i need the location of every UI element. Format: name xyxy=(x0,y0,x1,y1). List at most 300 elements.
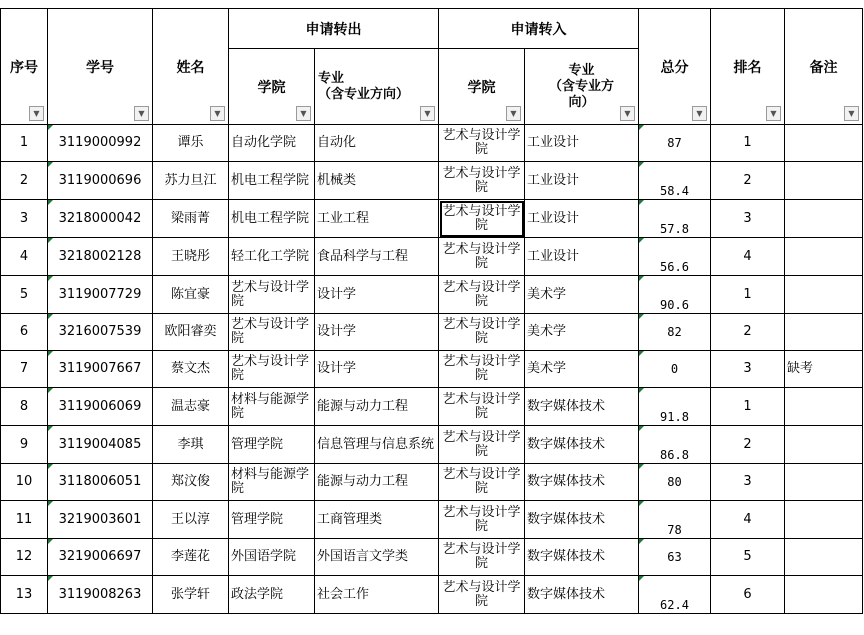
cell-seq-value: 12 xyxy=(15,549,33,564)
cell-name-value: 蔡文杰 xyxy=(170,361,210,376)
cell-rank-value: 1 xyxy=(743,135,752,150)
cell-note[interactable] xyxy=(785,276,863,314)
header-major-out xyxy=(315,49,439,125)
cell-major-out[interactable] xyxy=(315,276,439,314)
cell-major-in[interactable] xyxy=(525,162,639,200)
header-college-out-label: 学院 xyxy=(257,79,286,96)
cell-total-value: 90.6 xyxy=(660,298,689,312)
cell-seq-value: 11 xyxy=(15,511,33,527)
filter-dropdown-icon[interactable]: ▼ xyxy=(420,106,435,121)
text-format-marker-icon xyxy=(48,125,53,130)
header-major-out-label: 专业 （含专业方向） xyxy=(318,70,410,102)
cell-major-in-value: 数字媒体技术 xyxy=(527,586,606,602)
cell-name[interactable] xyxy=(153,162,229,200)
cell-major-out[interactable] xyxy=(315,576,439,614)
cell-college-out-value: 管理学院 xyxy=(231,436,284,452)
cell-total[interactable] xyxy=(639,501,711,539)
cell-college-in[interactable] xyxy=(439,426,525,464)
text-format-marker-icon xyxy=(48,388,53,393)
cell-major-in[interactable] xyxy=(525,539,639,576)
cell-major-out-value: 外国语言文学类 xyxy=(317,549,409,564)
filter-dropdown-icon[interactable]: ▼ xyxy=(620,106,635,121)
cell-name[interactable] xyxy=(153,388,229,426)
text-format-marker-icon xyxy=(48,200,53,205)
text-format-marker-icon xyxy=(639,125,644,130)
cell-total-value: 63 xyxy=(667,550,682,564)
cell-college-out-value: 艺术与设计学院 xyxy=(231,354,310,383)
cell-total[interactable] xyxy=(639,238,711,276)
table-row[interactable] xyxy=(1,501,863,539)
cell-seq[interactable] xyxy=(1,539,48,576)
cell-college-in[interactable] xyxy=(439,576,525,614)
text-format-marker-icon xyxy=(639,576,644,581)
cell-college-in-value: 艺术与设计学院 xyxy=(442,165,521,195)
cell-major-in[interactable] xyxy=(525,351,639,388)
cell-major-in-value: 工业设计 xyxy=(527,172,580,188)
cell-seq[interactable] xyxy=(1,501,48,539)
cell-total-value: 57.8 xyxy=(660,222,689,236)
cell-college-in[interactable] xyxy=(439,276,525,314)
cell-total[interactable] xyxy=(639,276,711,314)
cell-total-value: 80 xyxy=(667,475,682,489)
cell-name-value: 李莲花 xyxy=(170,549,210,564)
cell-total[interactable] xyxy=(639,162,711,200)
text-format-marker-icon xyxy=(48,426,53,431)
header-student-id xyxy=(48,9,153,125)
cell-rank[interactable] xyxy=(711,351,785,388)
cell-name[interactable] xyxy=(153,314,229,351)
cell-college-in[interactable] xyxy=(439,314,525,351)
table-row[interactable] xyxy=(1,314,863,351)
cell-major-out-value: 机械类 xyxy=(317,172,357,188)
header-college-out xyxy=(229,49,315,125)
cell-rank-value: 1 xyxy=(743,398,752,414)
header-major-in-label: 专业 （含专业方 向） xyxy=(548,62,614,110)
cell-note[interactable] xyxy=(785,200,863,238)
cell-seq-value: 2 xyxy=(19,172,29,188)
cell-student-id-value: 3218000042 xyxy=(58,210,142,226)
cell-major-out-value: 食品科学与工程 xyxy=(317,248,409,264)
cell-student-id[interactable] xyxy=(48,576,153,614)
cell-seq[interactable] xyxy=(1,576,48,614)
cell-total[interactable] xyxy=(639,125,711,162)
cell-seq[interactable] xyxy=(1,238,48,276)
cell-total[interactable] xyxy=(639,539,711,576)
cell-total[interactable] xyxy=(639,464,711,501)
cell-name-value: 郑汶俊 xyxy=(170,474,210,489)
header-rank xyxy=(711,9,785,125)
cell-college-out[interactable] xyxy=(229,200,315,238)
cell-major-out-value: 工商管理类 xyxy=(317,511,383,527)
cell-student-id-value: 3218002128 xyxy=(58,248,142,264)
cell-college-in[interactable] xyxy=(439,539,525,576)
filter-dropdown-icon[interactable]: ▼ xyxy=(134,106,149,121)
cell-student-id[interactable] xyxy=(48,200,153,238)
cell-seq[interactable] xyxy=(1,276,48,314)
cell-major-out[interactable] xyxy=(315,162,439,200)
cell-student-id[interactable] xyxy=(48,314,153,351)
cell-student-id[interactable] xyxy=(48,276,153,314)
filter-dropdown-icon[interactable]: ▼ xyxy=(296,106,311,121)
cell-note[interactable] xyxy=(785,162,863,200)
cell-rank[interactable] xyxy=(711,125,785,162)
text-format-marker-icon xyxy=(639,426,644,431)
cell-college-out-value: 外国语学院 xyxy=(231,549,297,564)
table-row[interactable] xyxy=(1,464,863,501)
cell-major-out[interactable] xyxy=(315,238,439,276)
cell-rank[interactable] xyxy=(711,276,785,314)
cell-seq-value: 1 xyxy=(19,135,29,150)
cell-college-in-value: 艺术与设计学院 xyxy=(442,504,521,534)
cell-note[interactable] xyxy=(785,539,863,576)
cell-college-in-value: 艺术与设计学院 xyxy=(442,391,521,421)
cell-major-in[interactable] xyxy=(525,464,639,501)
cell-college-in-value: 艺术与设计学院 xyxy=(442,317,521,346)
cell-name[interactable] xyxy=(153,276,229,314)
cell-major-out-value: 设计学 xyxy=(317,286,357,302)
text-format-marker-icon xyxy=(639,238,644,243)
cell-name-value: 谭乐 xyxy=(177,135,204,150)
cell-major-out[interactable] xyxy=(315,351,439,388)
cell-rank-value: 2 xyxy=(743,324,752,339)
cell-note[interactable] xyxy=(785,238,863,276)
header-note xyxy=(785,9,863,125)
cell-rank[interactable] xyxy=(711,501,785,539)
cell-college-in[interactable] xyxy=(439,464,525,501)
cell-college-out[interactable] xyxy=(229,125,315,162)
cell-college-in[interactable] xyxy=(439,388,525,426)
cell-college-in[interactable] xyxy=(439,162,525,200)
text-format-marker-icon xyxy=(639,539,644,544)
cell-seq[interactable] xyxy=(1,314,48,351)
cell-major-in[interactable] xyxy=(525,200,639,238)
cell-rank-value: 6 xyxy=(743,586,752,602)
cell-rank[interactable] xyxy=(711,576,785,614)
text-format-marker-icon xyxy=(48,539,53,544)
cell-note[interactable] xyxy=(785,125,863,162)
cell-seq-value: 13 xyxy=(15,586,33,602)
cell-college-out[interactable] xyxy=(229,501,315,539)
cell-major-in-value: 美术学 xyxy=(527,286,567,302)
cell-seq-value: 4 xyxy=(19,248,29,264)
cell-major-in-value: 数字媒体技术 xyxy=(527,398,606,414)
cell-college-out-value: 材料与能源学院 xyxy=(231,391,310,421)
cell-college-out[interactable] xyxy=(229,238,315,276)
cell-college-out-value: 政法学院 xyxy=(231,586,284,602)
cell-college-out-value: 机电工程学院 xyxy=(231,210,310,226)
cell-total[interactable] xyxy=(639,314,711,351)
cell-student-id-value: 3119007667 xyxy=(58,361,142,376)
cell-college-out[interactable] xyxy=(229,314,315,351)
text-format-marker-icon xyxy=(639,464,644,469)
cell-rank[interactable] xyxy=(711,162,785,200)
cell-student-id[interactable] xyxy=(48,238,153,276)
cell-major-out[interactable] xyxy=(315,501,439,539)
cell-major-out[interactable] xyxy=(315,539,439,576)
text-format-marker-icon xyxy=(48,464,53,469)
cell-seq-value: 8 xyxy=(19,398,29,414)
cell-college-out[interactable] xyxy=(229,576,315,614)
cell-seq-value: 10 xyxy=(15,474,33,489)
cell-major-in[interactable] xyxy=(525,576,639,614)
header-total-label: 总分 xyxy=(660,59,689,76)
cell-name-value: 温志豪 xyxy=(170,398,210,414)
cell-college-out[interactable] xyxy=(229,539,315,576)
cell-major-in[interactable] xyxy=(525,426,639,464)
text-format-marker-icon xyxy=(48,238,53,243)
table-row[interactable] xyxy=(1,388,863,426)
cell-name-value: 张学轩 xyxy=(170,586,210,602)
cell-student-id-value: 3219006697 xyxy=(58,549,142,564)
cell-college-out-value: 自动化学院 xyxy=(231,135,297,150)
cell-college-out[interactable] xyxy=(229,276,315,314)
cell-college-in-value: 艺术与设计学院 xyxy=(442,128,521,157)
cell-note[interactable] xyxy=(785,388,863,426)
text-format-marker-icon xyxy=(639,162,644,167)
header-college-in xyxy=(439,49,525,125)
cell-seq-value: 3 xyxy=(19,210,29,226)
cell-major-in[interactable] xyxy=(525,238,639,276)
filter-dropdown-icon[interactable]: ▼ xyxy=(29,106,44,121)
text-format-marker-icon xyxy=(639,200,644,205)
cell-name-value: 王晓彤 xyxy=(170,248,210,264)
cell-student-id-value: 3119006069 xyxy=(58,398,142,414)
table-row[interactable] xyxy=(1,125,863,162)
cell-rank[interactable] xyxy=(711,426,785,464)
header-college-in-label: 学院 xyxy=(467,79,496,96)
header-major-in xyxy=(525,49,639,125)
cell-name[interactable] xyxy=(153,464,229,501)
cell-student-id[interactable] xyxy=(48,464,153,501)
cell-note[interactable] xyxy=(785,351,863,388)
cell-seq[interactable] xyxy=(1,200,48,238)
cell-college-out-value: 艺术与设计学院 xyxy=(231,279,310,309)
cell-college-in-value: 艺术与设计学院 xyxy=(442,467,521,496)
cell-total-value: 87 xyxy=(667,136,682,150)
cell-note[interactable] xyxy=(785,576,863,614)
cell-major-in[interactable] xyxy=(525,501,639,539)
header-student-id-label: 学号 xyxy=(86,59,114,76)
header-rank-label: 排名 xyxy=(733,59,762,76)
cell-rank-value: 4 xyxy=(743,248,752,264)
cell-student-id-value: 3119000992 xyxy=(58,135,142,150)
cell-major-out-value: 设计学 xyxy=(317,361,357,376)
cell-name-value: 苏力旦江 xyxy=(164,172,217,188)
cell-name-value: 梁雨菁 xyxy=(170,210,210,226)
cell-rank-value: 4 xyxy=(743,511,752,527)
cell-major-out-value: 能源与动力工程 xyxy=(317,398,409,414)
cell-major-in[interactable] xyxy=(525,388,639,426)
cell-college-out[interactable] xyxy=(229,464,315,501)
cell-student-id[interactable] xyxy=(48,388,153,426)
cell-total-value: 82 xyxy=(667,325,682,339)
text-format-marker-icon xyxy=(639,314,644,319)
cell-college-in-value: 艺术与设计学院 xyxy=(442,542,521,571)
cell-college-out[interactable] xyxy=(229,351,315,388)
table-row[interactable] xyxy=(1,539,863,576)
cell-rank[interactable] xyxy=(711,200,785,238)
cell-college-out-value: 轻工化工学院 xyxy=(231,248,310,264)
cell-name-value: 王以淳 xyxy=(170,511,210,527)
cell-student-id-value: 3219003601 xyxy=(58,511,142,527)
cell-name[interactable] xyxy=(153,501,229,539)
cell-rank-value: 5 xyxy=(743,549,752,564)
text-format-marker-icon xyxy=(639,351,644,356)
filter-dropdown-icon[interactable]: ▼ xyxy=(766,106,781,121)
cell-major-out[interactable] xyxy=(315,388,439,426)
cell-major-in-value: 数字媒体技术 xyxy=(527,474,606,489)
header-name-label: 姓名 xyxy=(176,59,205,76)
cell-major-in-value: 工业设计 xyxy=(527,210,580,226)
table-row[interactable] xyxy=(1,576,863,614)
cell-name[interactable] xyxy=(153,576,229,614)
cell-total-value: 91.8 xyxy=(660,410,689,424)
text-format-marker-icon xyxy=(48,314,53,319)
cell-major-out[interactable] xyxy=(315,200,439,238)
filter-dropdown-icon[interactable]: ▼ xyxy=(210,106,225,121)
cell-major-out[interactable] xyxy=(315,314,439,351)
cell-college-out[interactable] xyxy=(229,162,315,200)
cell-name[interactable] xyxy=(153,125,229,162)
cell-college-out[interactable] xyxy=(229,426,315,464)
cell-total[interactable] xyxy=(639,388,711,426)
cell-rank[interactable] xyxy=(711,314,785,351)
cell-college-in-value: 艺术与设计学院 xyxy=(442,203,521,233)
cell-college-in[interactable] xyxy=(439,501,525,539)
cell-college-in[interactable] xyxy=(439,238,525,276)
cell-college-in[interactable] xyxy=(439,351,525,388)
cell-college-in[interactable] xyxy=(439,200,525,238)
cell-major-in-value: 数字媒体技术 xyxy=(527,436,606,452)
cell-seq[interactable] xyxy=(1,388,48,426)
cell-student-id[interactable] xyxy=(48,426,153,464)
cell-major-in-value: 工业设计 xyxy=(527,248,580,264)
cell-note-value: 缺考 xyxy=(787,361,814,376)
table-row[interactable] xyxy=(1,276,863,314)
cell-seq[interactable] xyxy=(1,162,48,200)
cell-major-out-value: 社会工作 xyxy=(317,586,370,602)
filter-dropdown-icon[interactable]: ▼ xyxy=(844,106,859,121)
table-row[interactable] xyxy=(1,238,863,276)
text-format-marker-icon xyxy=(48,276,53,281)
cell-total[interactable] xyxy=(639,426,711,464)
cell-student-id-value: 3216007539 xyxy=(58,324,142,339)
cell-name[interactable] xyxy=(153,351,229,388)
cell-rank[interactable] xyxy=(711,238,785,276)
cell-major-out[interactable] xyxy=(315,464,439,501)
cell-name[interactable] xyxy=(153,539,229,576)
cell-major-in[interactable] xyxy=(525,314,639,351)
cell-student-id-value: 3119000696 xyxy=(58,172,142,188)
cell-note[interactable] xyxy=(785,426,863,464)
cell-rank-value: 1 xyxy=(743,286,752,302)
cell-rank-value: 3 xyxy=(743,474,752,489)
spreadsheet-table xyxy=(0,8,863,614)
cell-student-id-value: 3119007729 xyxy=(58,286,142,302)
cell-major-in[interactable] xyxy=(525,276,639,314)
cell-total-value: 0 xyxy=(670,362,679,376)
cell-seq-value: 6 xyxy=(19,324,29,339)
cell-note[interactable] xyxy=(785,464,863,501)
cell-total[interactable] xyxy=(639,576,711,614)
header-seq-label: 序号 xyxy=(10,59,38,76)
cell-major-out-value: 工业工程 xyxy=(317,210,370,226)
cell-student-id[interactable] xyxy=(48,501,153,539)
cell-seq[interactable] xyxy=(1,464,48,501)
cell-college-out-value: 材料与能源学院 xyxy=(231,467,310,496)
header-note-label: 备注 xyxy=(809,59,838,76)
cell-student-id-value: 3118006051 xyxy=(58,474,142,489)
cell-major-in-value: 美术学 xyxy=(527,324,567,339)
cell-major-out[interactable] xyxy=(315,426,439,464)
cell-seq[interactable] xyxy=(1,125,48,162)
cell-name[interactable] xyxy=(153,200,229,238)
cell-major-out[interactable] xyxy=(315,125,439,162)
cell-major-in-value: 美术学 xyxy=(527,361,567,376)
cell-seq[interactable] xyxy=(1,351,48,388)
filter-dropdown-icon[interactable]: ▼ xyxy=(506,106,521,121)
text-format-marker-icon xyxy=(48,576,53,581)
filter-dropdown-icon[interactable]: ▼ xyxy=(692,106,707,121)
cell-college-in[interactable] xyxy=(439,125,525,162)
cell-name-value: 陈宜豪 xyxy=(170,286,210,302)
header-name xyxy=(153,9,229,125)
cell-college-out[interactable] xyxy=(229,388,315,426)
cell-total[interactable] xyxy=(639,351,711,388)
cell-rank[interactable] xyxy=(711,464,785,501)
cell-name-value: 欧阳睿奕 xyxy=(164,324,217,339)
table-row[interactable] xyxy=(1,162,863,200)
cell-note[interactable] xyxy=(785,314,863,351)
cell-student-id[interactable] xyxy=(48,539,153,576)
cell-rank-value: 2 xyxy=(743,436,752,452)
cell-major-out-value: 自动化 xyxy=(317,135,357,150)
cell-college-out-value: 机电工程学院 xyxy=(231,172,310,188)
table-row[interactable] xyxy=(1,351,863,388)
cell-total-value: 86.8 xyxy=(660,448,689,462)
cell-rank[interactable] xyxy=(711,388,785,426)
text-format-marker-icon xyxy=(48,351,53,356)
text-format-marker-icon xyxy=(639,501,644,506)
cell-college-in-value: 艺术与设计学院 xyxy=(442,579,521,609)
cell-total[interactable] xyxy=(639,200,711,238)
cell-student-id[interactable] xyxy=(48,162,153,200)
table-row[interactable] xyxy=(1,426,863,464)
cell-major-in-value: 数字媒体技术 xyxy=(527,511,606,527)
cell-college-out-value: 艺术与设计学院 xyxy=(231,317,310,346)
cell-name-value: 李琪 xyxy=(177,436,204,452)
cell-name[interactable] xyxy=(153,426,229,464)
cell-rank[interactable] xyxy=(711,539,785,576)
header-seq xyxy=(1,9,48,125)
cell-student-id[interactable] xyxy=(48,125,153,162)
text-format-marker-icon xyxy=(48,501,53,506)
cell-seq[interactable] xyxy=(1,426,48,464)
cell-student-id[interactable] xyxy=(48,351,153,388)
cell-college-in-value: 艺术与设计学院 xyxy=(442,241,521,271)
header-transfer-out xyxy=(229,9,439,49)
cell-total-value: 78 xyxy=(667,523,682,537)
cell-total-value: 62.4 xyxy=(660,598,689,612)
table-row[interactable] xyxy=(1,200,863,238)
cell-name[interactable] xyxy=(153,238,229,276)
text-format-marker-icon xyxy=(48,162,53,167)
cell-note[interactable] xyxy=(785,501,863,539)
cell-major-in-value: 工业设计 xyxy=(527,135,580,150)
cell-major-in[interactable] xyxy=(525,125,639,162)
text-format-marker-icon xyxy=(639,276,644,281)
cell-seq-value: 9 xyxy=(19,436,29,452)
